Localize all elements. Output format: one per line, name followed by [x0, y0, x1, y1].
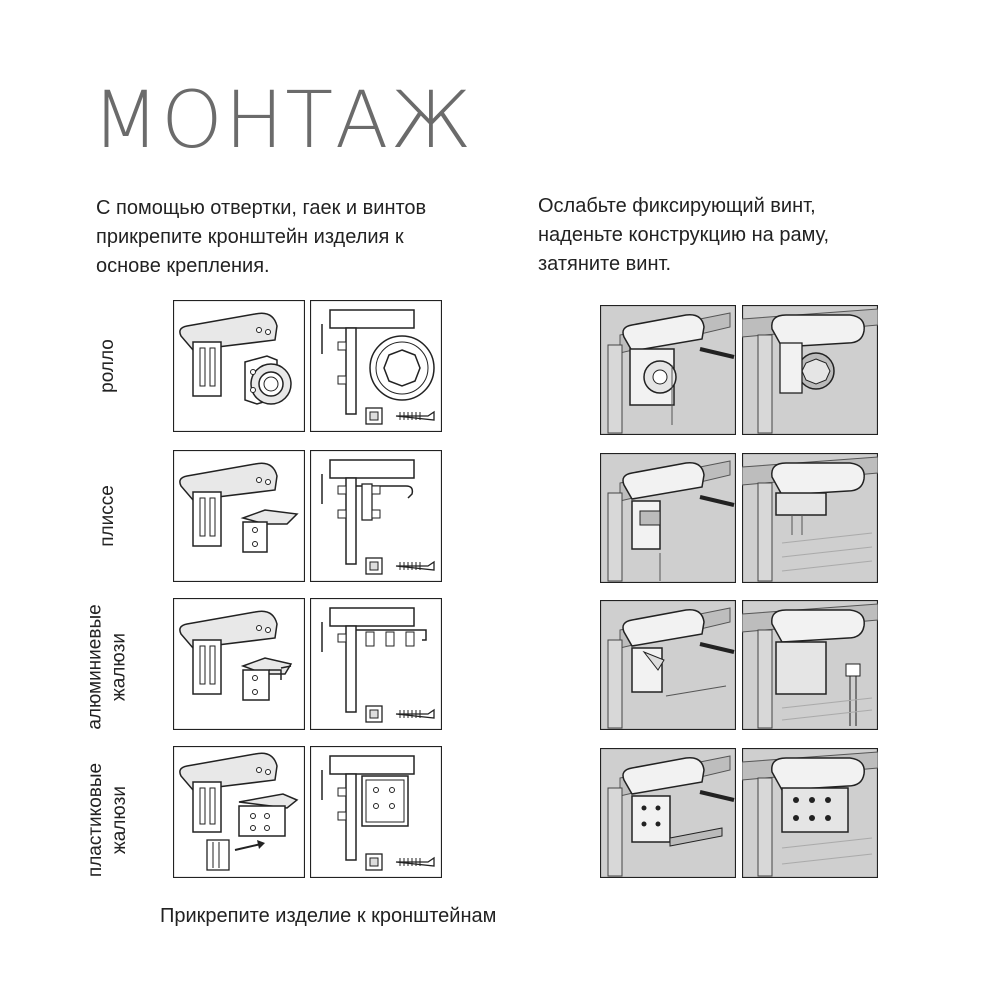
panel-pleated-mount-1 — [600, 453, 736, 583]
panel-roll-mount-1 — [600, 305, 736, 435]
instruction-right-line: наденьте конструкцию на раму, — [538, 224, 830, 246]
row-label-roll — [28, 300, 188, 432]
page-title: МОНТАЖ — [92, 76, 474, 166]
panel-aluminum-section — [310, 598, 442, 730]
row-label-pleated — [28, 450, 188, 582]
row-label-text: плиссе — [97, 485, 118, 547]
panel-plastic-section — [310, 746, 442, 878]
row-label-aluminum — [28, 582, 188, 752]
instruction-left-line: прикрепите кронштейн изделия к — [96, 226, 404, 248]
panel-aluminum-bracket — [173, 598, 305, 730]
row-label-text: алюминиевые — [84, 604, 106, 730]
panel-pleated-bracket — [173, 450, 305, 582]
panel-aluminum-mount-1 — [600, 600, 736, 730]
panel-plastic-bracket — [173, 746, 305, 878]
row-label-text: пластиковые — [84, 762, 106, 878]
panel-roll-bracket — [173, 300, 305, 432]
row-label-text: жалюзи — [108, 786, 130, 854]
panel-pleated-section — [310, 450, 442, 582]
instruction-left — [96, 194, 426, 281]
panel-roll-mount-2 — [742, 305, 878, 435]
footer-instruction: Прикрепите изделие к кронштейнам — [160, 905, 497, 927]
instruction-right-line: Ослабьте фиксирующий винт, — [538, 195, 816, 217]
panel-pleated-mount-2 — [742, 453, 878, 583]
instruction-right — [538, 192, 829, 279]
row-label-text: ролло — [96, 339, 118, 393]
instruction-right-line: затяните винт. — [538, 253, 672, 275]
panel-plastic-mount-1 — [600, 748, 736, 878]
instruction-left-line: С помощью отвертки, гаек и винтов — [96, 197, 427, 219]
panel-roll-section — [310, 300, 442, 432]
instruction-left-line: основе крепления. — [96, 255, 270, 277]
row-label-plastic — [28, 740, 188, 900]
row-label-text: жалюзи — [108, 633, 130, 701]
panel-aluminum-mount-2 — [742, 600, 878, 730]
panel-plastic-mount-2 — [742, 748, 878, 878]
